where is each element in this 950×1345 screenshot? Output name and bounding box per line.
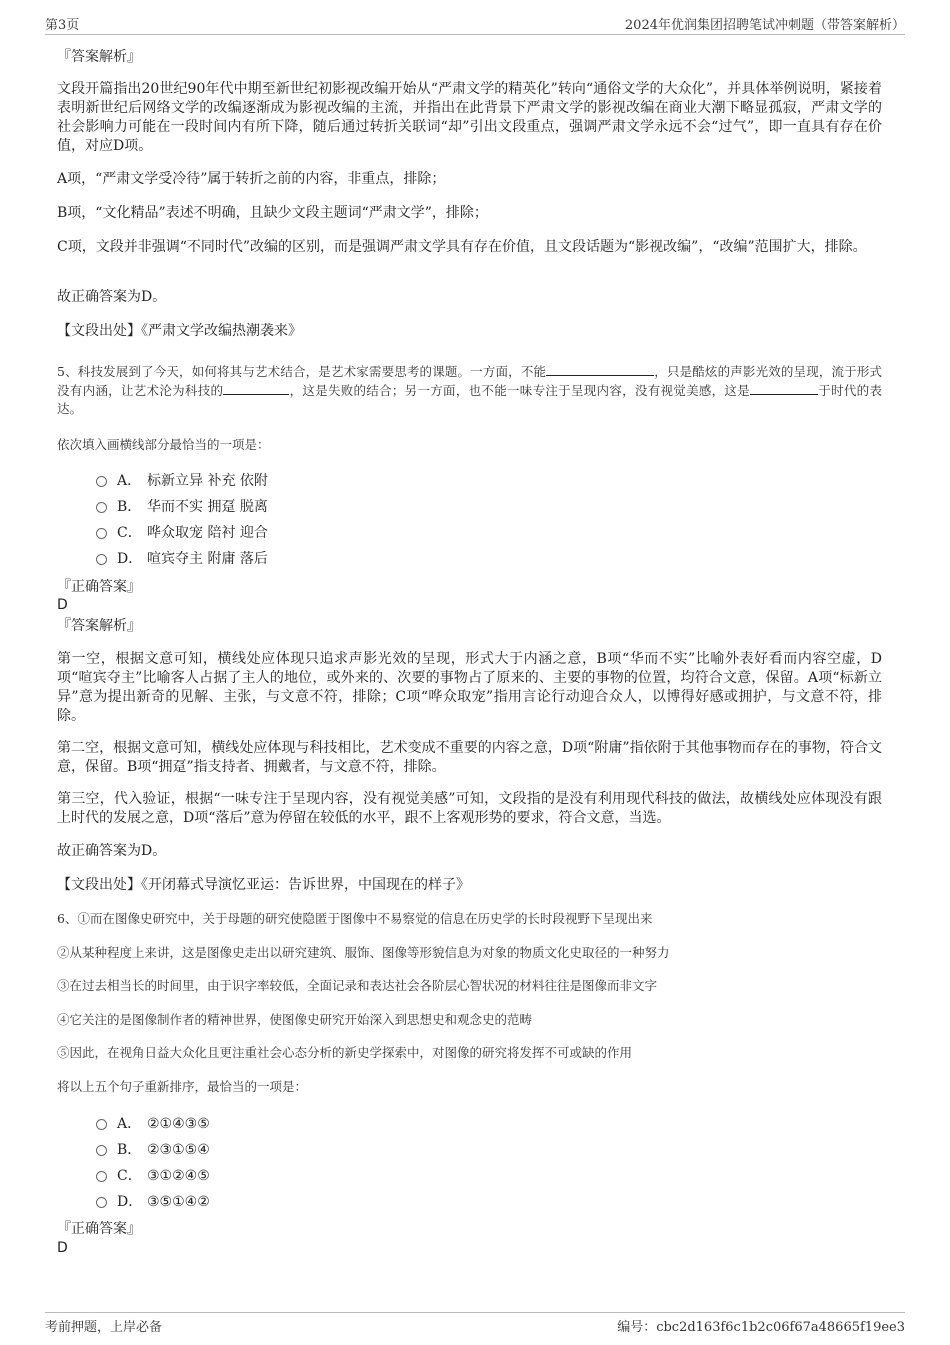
analysis-paragraph-1: 第一空，根据文意可知，横线处应体现只追求声影光效的呈现，形式大于内涵之意，B项“华而不实”比喻外表好看而内容空虚，D项“喧宾夺主”比喻客人占据了主人的地位，或外来的、次要的事物占了原来的、主要的事物的位置，均符合文意，保留。A项“标新立异”意为提出新奇的见解、主张，与文意不符，排除；C项“哗众取宠”指用言论行动迎合众人，以博得好感或拥护，与文意不符，排除。 (57, 651, 882, 724)
sentence-text: ①而在图像史研究中，关于母题的研究使隐匿于图像中不易察觉的信息在历史学的长时段视野下呈现出来 (77, 911, 653, 926)
stem-text: 科技发展到了今天，如何将其与艺术结合，是艺术家需要思考的课题。一方面，不能 (77, 364, 547, 379)
stem-text: 于时代的表达。 (57, 383, 882, 416)
option-text: 喧宾夺主 附庸 落后 (147, 551, 268, 567)
page-header (45, 14, 905, 35)
radio-icon[interactable] (96, 1145, 107, 1156)
stem-text: ，这是失败的结合；另一方面，也不能一味专注于呈现内容，没有视觉美感，这是 (289, 383, 751, 398)
q5-option-c[interactable] (96, 523, 268, 543)
question-6-sentence-2: ②从某种程度上来讲，这是图像史走出以研究建筑、服饰、图像等形貌信息为对象的物质文化史取径的一种努力 (57, 945, 670, 960)
option-text: 标新立异 补充 依附 (147, 473, 268, 489)
q5-option-d[interactable] (96, 549, 268, 569)
question-number: 5、 (57, 364, 78, 379)
option-letter: C． (117, 1168, 142, 1184)
option-text: 哗众取宠 陪衬 迎合 (147, 525, 268, 541)
radio-icon[interactable] (96, 502, 107, 513)
option-letter: A． (117, 1116, 142, 1132)
q5-option-a[interactable] (96, 471, 268, 491)
question-6-sentence-4: ④它关注的是图像制作者的精神世界，使图像史研究开始深入到思想史和观念史的范畴 (57, 1012, 533, 1027)
conclusion: 故正确答案为D。 (57, 843, 167, 859)
document-code: 编号：cbc2d163f6c1b2c06f67a48665f19ee3 (617, 1320, 905, 1335)
question-number: 6、 (57, 911, 78, 926)
question-prompt: 将以上五个句子重新排序，最恰当的一项是： (57, 1079, 308, 1094)
option-letter: B． (117, 499, 142, 515)
page-number: 第3页 (45, 18, 80, 33)
radio-icon[interactable] (96, 1171, 107, 1182)
document-title: 2024年优润集团招聘笔试冲刺题（带答案解析） (624, 18, 905, 33)
option-text: ③①②④⑤ (147, 1168, 210, 1184)
correct-answer: D (57, 597, 68, 613)
radio-icon[interactable] (96, 554, 107, 565)
option-text: 华而不实 拥趸 脱离 (147, 499, 268, 515)
fill-blank-2 (223, 381, 289, 395)
q6-option-c[interactable] (96, 1166, 210, 1186)
analysis-paragraph: 文段开篇指出20世纪90年代中期至新世纪初影视改编开始从“严肃文学的精英化”转向“通俗文学的大众化”，并具体举例说明，紧接着表明新世纪后网络文学的改编逐渐成为影视改编的主流，并指出在此背景下严肃文学的影视改编在商业大潮下略显孤寂，严肃文学的社会影响力可能在一段时间内有所下降，随后通过转折关联词“却”引出文段重点，强调严肃文学永远不会“过气”，即一直具有存在价值，对应D项。 (57, 81, 882, 154)
option-text: ③⑤①④② (147, 1194, 210, 1210)
option-a-note: A项，“严肃文学受冷待”属于转折之前的内容，非重点，排除； (57, 171, 446, 187)
q6-option-a[interactable] (96, 1114, 210, 1134)
q6-option-b[interactable] (96, 1140, 210, 1160)
analysis-paragraph-2: 第二空，根据文意可知，横线处应体现与科技相比，艺术变成不重要的内容之意，D项“附庸”指依附于其他事物而存在的事物，符合文意，保留。B项“拥趸”指支持者、拥戴者，与文意不符，排除。 (57, 740, 882, 775)
fill-blank-3 (750, 381, 818, 395)
option-letter: C． (117, 525, 142, 541)
question-prompt: 依次填入画横线部分最恰当的一项是： (57, 437, 270, 452)
option-letter: D． (117, 551, 143, 567)
fill-blank-1 (546, 362, 654, 376)
radio-icon[interactable] (96, 476, 107, 487)
option-b-note: B项，“文化精品”表述不明确，且缺少文段主题词“严肃文学”，排除； (57, 205, 488, 221)
footer-slogan: 考前押题，上岸必备 (45, 1320, 163, 1335)
question-6-sentence-5: ⑤因此，在视角日益大众化且更注重社会心态分析的新史学探索中，对图像的研究将发挥不可或缺的作用 (57, 1045, 633, 1060)
page-footer (45, 1312, 905, 1337)
analysis-paragraph-3: 第三空，代入验证，根据“一味专注于呈现内容，没有视觉美感”可知，文段指的是没有利用现代科技的做法，故横线处应体现没有跟上时代的发展之意，D项“落后”意为停留在较低的水平，跟不上客观形势的要求，符合文意，当选。 (57, 791, 882, 826)
analysis-label: 『答案解析』 (57, 618, 141, 634)
question-6-sentence-1 (57, 910, 882, 928)
radio-icon[interactable] (96, 1119, 107, 1130)
option-letter: D． (117, 1194, 143, 1210)
question-5-stem (57, 362, 882, 418)
source-citation: 【文段出处】《严肃文学改编热潮袭来》 (57, 323, 302, 339)
option-text: ②①④③⑤ (147, 1116, 210, 1132)
radio-icon[interactable] (96, 528, 107, 539)
correct-answer-label: 『正确答案』 (57, 1221, 141, 1237)
q5-option-b[interactable] (96, 497, 268, 517)
option-letter: B． (117, 1142, 142, 1158)
analysis-label: 『答案解析』 (57, 49, 141, 65)
question-6-sentence-3: ③在过去相当长的时间里，由于识字率较低，全面记录和表达社会各阶层心智状况的材料往往是图像而非文字 (57, 978, 658, 993)
radio-icon[interactable] (96, 1197, 107, 1208)
correct-answer: D (57, 1240, 68, 1256)
option-c-note: C项，文段并非强调“不同时代”改编的区别，而是强调严肃文学具有存在价值，且文段话题为“影视改编”，“改编”范围扩大，排除。 (57, 239, 867, 255)
source-citation: 【文段出处】《开闭幕式导演忆亚运：告诉世界，中国现在的样子》 (57, 877, 470, 893)
option-text: ②③①⑤④ (147, 1142, 210, 1158)
q6-option-d[interactable] (96, 1192, 210, 1212)
conclusion: 故正确答案为D。 (57, 289, 167, 305)
option-letter: A． (117, 473, 142, 489)
stem-text: ，只是酷炫的声影光效的呈现，流于形式没有内涵，让艺术沦为科技的 (57, 364, 882, 398)
correct-answer-label: 『正确答案』 (57, 579, 141, 595)
